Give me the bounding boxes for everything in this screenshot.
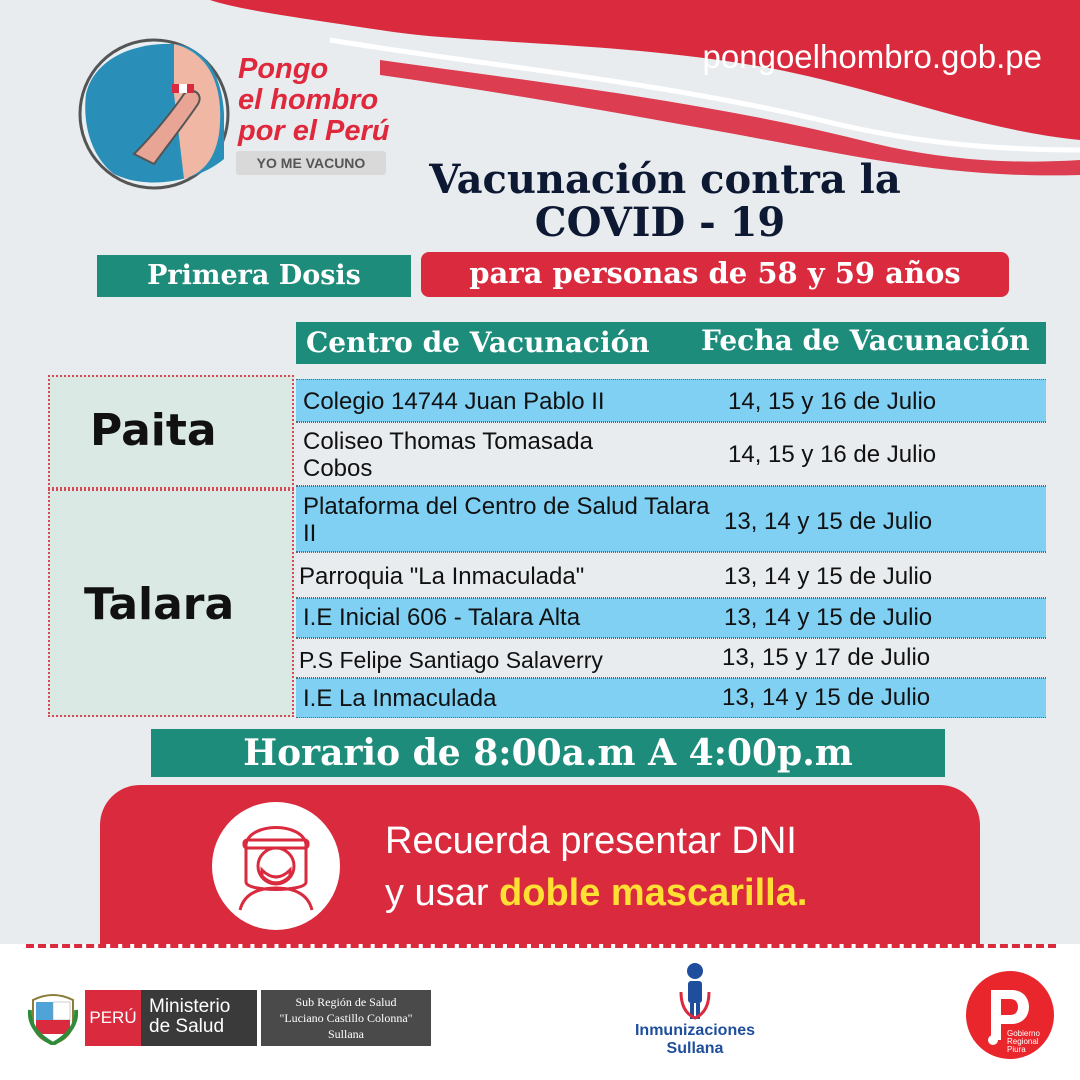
title-line-1: Vacunación contra la [429, 156, 901, 203]
peru-coat-of-arms-icon [28, 990, 78, 1045]
dose-label: Primera Dosis [97, 255, 411, 297]
table-row [296, 638, 1046, 678]
ministerio-badge [141, 990, 257, 1046]
row-date: 14, 15 y 16 de Julio [728, 388, 937, 415]
reminder-line-2 [385, 874, 807, 912]
row-date: 13, 15 y 17 de Julio [722, 644, 931, 671]
reminder-prefix: y usar [385, 872, 500, 914]
tagline-badge: YO ME VACUNO [236, 151, 386, 175]
row-center: P.S Felipe Santiago Salaverry [299, 647, 603, 673]
age-label: para personas de 58 y 59 años [421, 252, 1009, 297]
table-row [296, 552, 1046, 598]
inmunizaciones-logo [620, 1022, 770, 1058]
table-row [296, 379, 1046, 422]
row-date: 13, 14 y 15 de Julio [724, 508, 933, 535]
table-row [296, 422, 1046, 486]
schedule-bar: Horario de 8:00a.m A 4:00p.m [151, 729, 945, 777]
inmunizaciones-line-1: Inmunizaciones [634, 1022, 756, 1039]
gobierno-text [1007, 1030, 1057, 1054]
ministerio-line-1: Ministerio [149, 996, 231, 1017]
header-center: Centro de Vacunación [306, 326, 650, 359]
row-center: Colegio 14744 Juan Pablo II [303, 388, 605, 415]
row-date: 14, 15 y 16 de Julio [728, 441, 937, 468]
face-shield-mask-icon [210, 800, 342, 932]
brand-line-3: por el Perú [238, 115, 390, 147]
row-center: I.E La Inmaculada [303, 685, 497, 712]
subregion-line-1: Sub Región de Salud [295, 995, 397, 1009]
website-url: pongoelhombro.gob.pe [702, 38, 1042, 75]
peru-badge: PERÚ [85, 990, 141, 1046]
reminder-highlight: doble mascarilla. [499, 872, 808, 914]
table-row [296, 486, 1046, 552]
city-talara: Talara [84, 579, 235, 630]
row-date: 13, 14 y 15 de Julio [724, 563, 933, 590]
header-date: Fecha de Vacunación [701, 324, 1030, 357]
row-center: Parroquia "La Inmaculada" [299, 563, 585, 590]
row-center: Coliseo Thomas Tomasada Cobos [303, 428, 593, 482]
brand-line-2: el hombro [238, 84, 379, 116]
gobierno-line-3: Piura [1007, 1045, 1026, 1054]
vaccinated-arm-icon [74, 34, 234, 194]
footer-divider [26, 944, 1056, 948]
gobierno-line-1: Gobierno [1007, 1029, 1040, 1038]
ministerio-line-2: de Salud [149, 1016, 225, 1037]
city-box-paita [48, 375, 294, 489]
immunization-person-icon [675, 962, 715, 1020]
table-row [296, 678, 1046, 718]
row-date: 13, 14 y 15 de Julio [722, 684, 931, 711]
subregion-badge [261, 990, 431, 1046]
city-paita: Paita [90, 405, 217, 456]
subregion-line-2: "Luciano Castillo Colonna" [279, 1011, 413, 1025]
table-header [296, 322, 1046, 364]
title-line-2: COVID - 19 [534, 199, 786, 246]
row-center: Plataforma del Centro de Salud Talara II [303, 493, 710, 547]
gobierno-line-2: Regional [1007, 1037, 1039, 1046]
inmunizaciones-line-2: Sullana [666, 1040, 724, 1057]
row-date: 13, 14 y 15 de Julio [724, 604, 933, 631]
city-box-talara [48, 489, 294, 717]
brand-line-1: Pongo [238, 53, 329, 85]
subregion-line-3: Sullana [328, 1027, 364, 1041]
table-row [296, 598, 1046, 638]
row-center: I.E Inicial 606 - Talara Alta [303, 604, 581, 631]
reminder-line-1: Recuerda presentar DNI [385, 820, 797, 862]
